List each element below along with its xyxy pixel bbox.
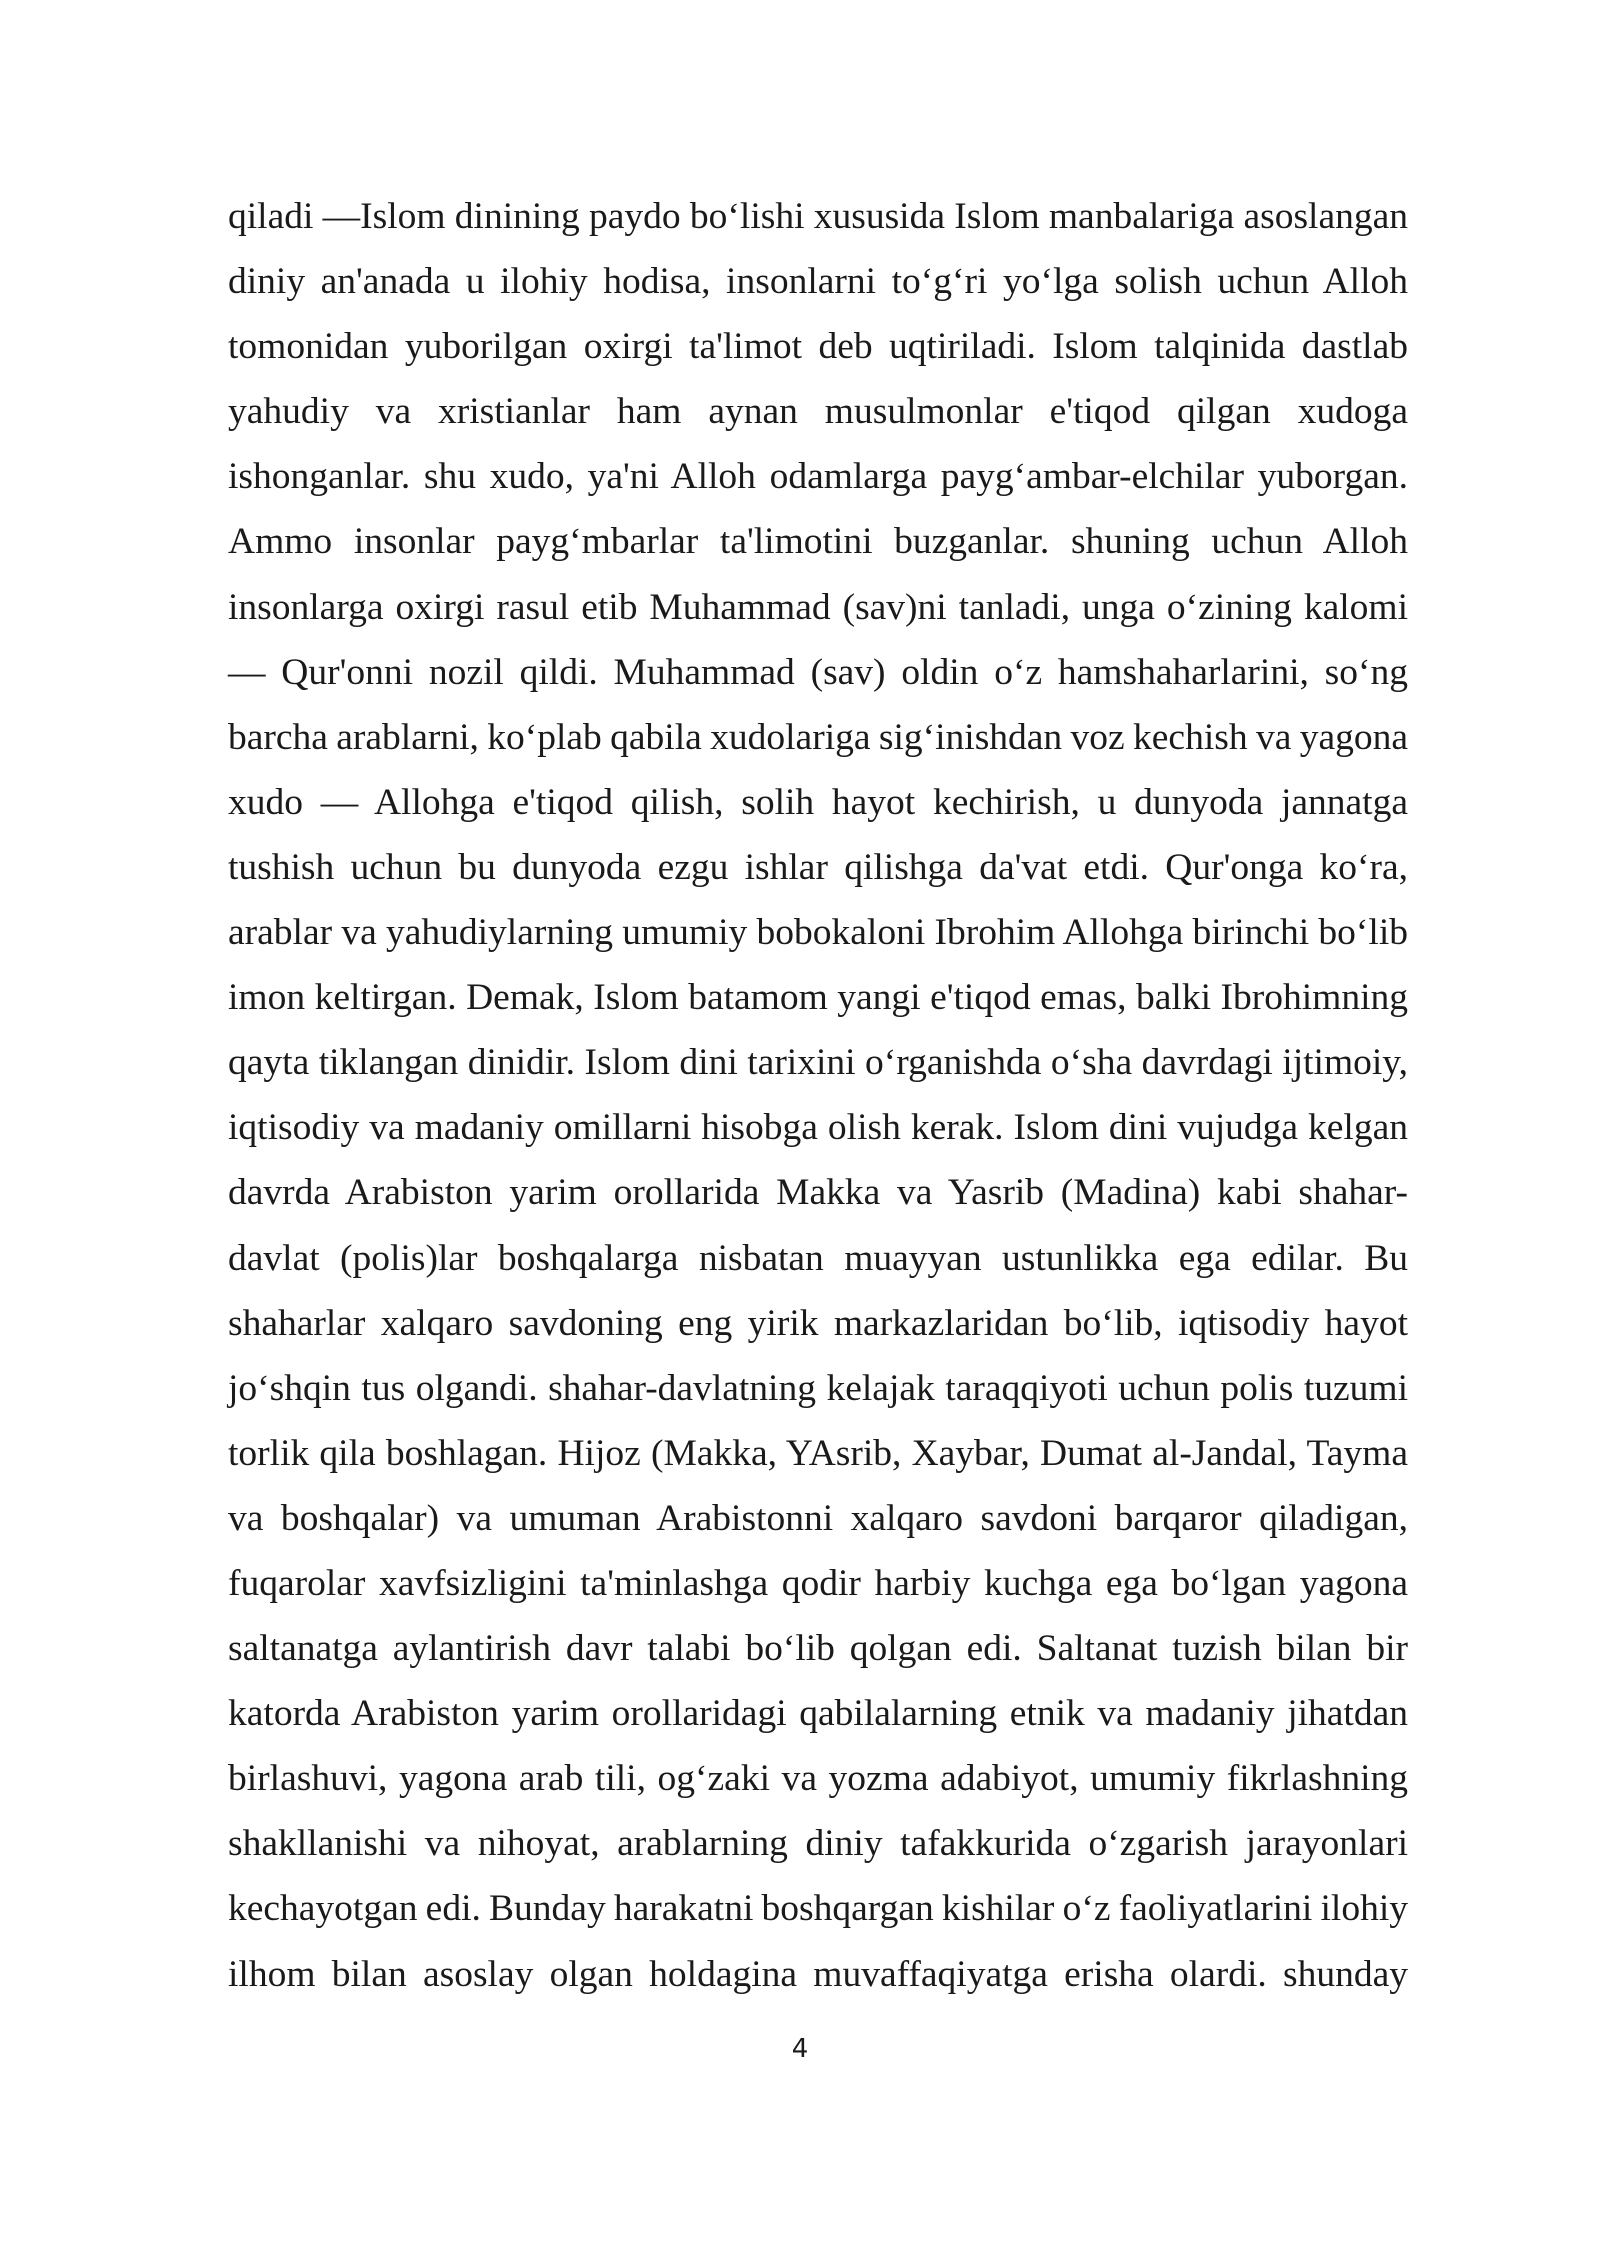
text-line: barcha arablarni, ko‘plab qabila xudolariga sig‘inishdan voz kechish va yagona	[228, 716, 1408, 758]
text-line: yahudiy va xristianlar ham aynan musulmonlar e'tiqod qilgan xudoga	[228, 391, 1408, 433]
text-line: iqtisodiy va madaniy omillarni hisobga olish kerak. Islom dini vujudga kelgan	[228, 1107, 1408, 1149]
text-line: diniy an'anada u ilohiy hodisa, insonlarni to‘g‘ri yo‘lga solish uchun Alloh	[228, 261, 1408, 303]
text-line: torlik qila boshlagan. Hijoz (Makka, YAsrib, Xaybar, Dumat al-Jandal, Tayma	[228, 1432, 1408, 1474]
text-line: qayta tiklangan dinidir. Islom dini tarixini o‘rganishda o‘sha davrdagi ijtimoiy,	[228, 1042, 1408, 1084]
text-line: shakllanishi va nihoyat, arablarning diniy tafakkurida o‘zgarish jarayonlari	[228, 1823, 1408, 1865]
text-line: davlat (polis)lar boshqalarga nisbatan muayyan ustunlikka ega edilar. Bu	[228, 1237, 1408, 1279]
text-line: xudo — Allohga e'tiqod qilish, solih hayot kechirish, u dunyoda jannatga	[228, 781, 1408, 823]
text-line: tushish uchun bu dunyoda ezgu ishlar qilishga da'vat etdi. Qur'onga ko‘ra,	[228, 846, 1408, 888]
text-line: — Qur'onni nozil qildi. Muhammad (sav) oldin o‘z hamshaharlarini, so‘ng	[228, 651, 1408, 693]
text-line: fuqarolar xavfsizligini ta'minlashga qodir harbiy kuchga ega bo‘lgan yagona	[228, 1562, 1408, 1604]
text-line: insonlarga oxirgi rasul etib Muhammad (sav)ni tanladi, unga o‘zining kalomi	[228, 586, 1408, 628]
text-line: arablar va yahudiylarning umumiy bobokaloni Ibrohim Allohga birinchi bo‘lib	[228, 912, 1408, 954]
text-line: va boshqalar) va umuman Arabistonni xalqaro savdoni barqaror qiladigan,	[228, 1497, 1408, 1539]
text-line: katorda Arabiston yarim orollaridagi qabilalarning etnik va madaniy jihatdan	[228, 1693, 1408, 1735]
text-line: qiladi —Islom dinining paydo bo‘lishi xususida Islom manbalariga asoslangan	[228, 196, 1408, 237]
text-line: imon keltirgan. Demak, Islom batamom yangi e'tiqod emas, balki Ibrohimning	[228, 977, 1408, 1019]
text-line: saltanatga aylantirish davr talabi bo‘lib qolgan edi. Saltanat tuzish bilan bir	[228, 1628, 1408, 1670]
text-line: davrda Arabiston yarim orollarida Makka va Yasrib (Madina) kabi shahar-	[228, 1172, 1408, 1214]
page-number: 4	[791, 2034, 809, 2064]
text-line: tomonidan yuborilgan oxirgi ta'limot deb uqtiriladi. Islom talqinida dastlab	[228, 326, 1408, 368]
body-paragraph	[228, 184, 1408, 2007]
text-line: Ammo insonlar payg‘mbarlar ta'limotini buzganlar. shuning uchun Alloh	[228, 521, 1408, 563]
text-line: kechayotgan edi. Bunday harakatni boshqargan kishilar o‘z faoliyatlarini ilohiy	[228, 1888, 1408, 1930]
text-line: jo‘shqin tus olgandi. shahar-davlatning kelajak taraqqiyoti uchun polis tuzumi	[228, 1367, 1408, 1409]
text-line: birlashuvi, yagona arab tili, og‘zaki va yozma adabiyot, umumiy fikrlashning	[228, 1758, 1408, 1800]
text-line: ilhom bilan asoslay olgan holdagina muvaffaqiyatga erisha olardi. shunday	[228, 1953, 1408, 1995]
text-line: shaharlar xalqaro savdoning eng yirik markazlaridan bo‘lib, iqtisodiy hayot	[228, 1302, 1408, 1344]
text-line: ishonganlar. shu xudo, ya'ni Alloh odamlarga payg‘ambar-elchilar yuborgan.	[228, 456, 1408, 498]
